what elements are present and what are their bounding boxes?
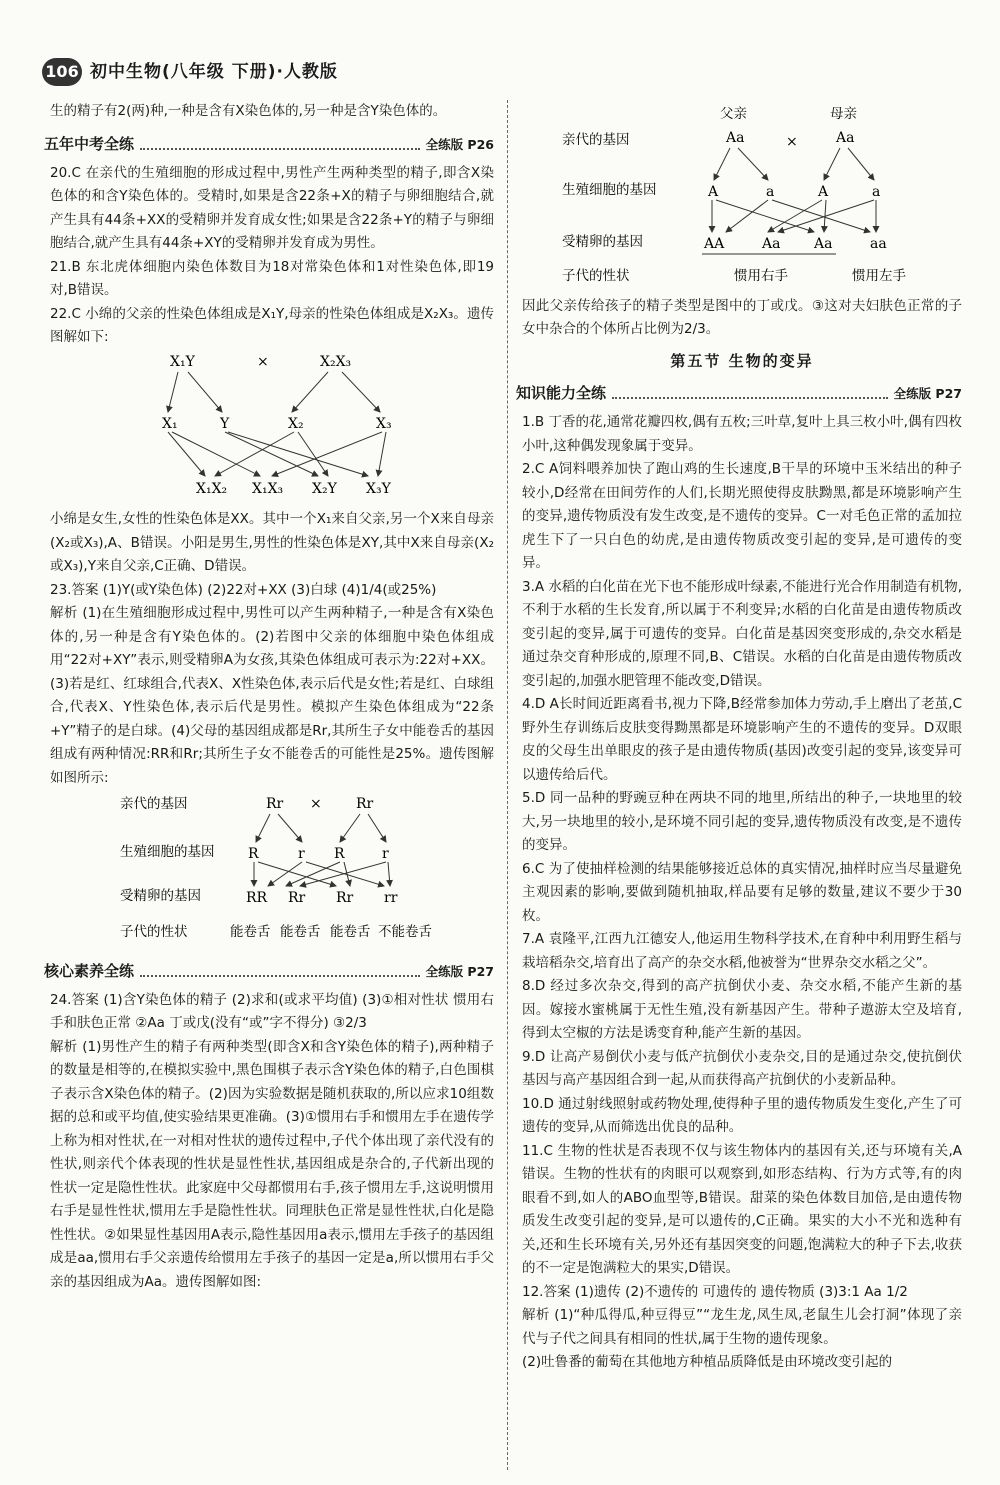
zygote-1: AA: [704, 236, 725, 252]
answer-item: 11.C 生物的性状是否表现不仅与该生物体内的基因有关,还与环境有关,A错误。生物的性状有的肉眼可以观察到,如形态结构、行为方式等,有的肉眼看不到,如人的ABO血型等,B错误。甜菜的染色体数目加倍,是由遗传物质发生改变引起的变异,是可以遗传的,C正确。果实的大小不光和选种有关,还和生长环境有关,另外还有基因突变的问题,饱满粒大的种子下去,收获的不一定是饱满粒大的果实,D错误。: [522, 1142, 962, 1276]
gamete-x3: X₃: [376, 415, 392, 432]
cross-sign: ×: [257, 353, 269, 370]
analysis-24: 解析 (1)男性产生的精子有两种类型(即含X和含Y染色体的精子),两种精子的数量是相等的,在模拟实验中,黑色围棋子表示含Y染色体的精子,白色围棋子表示含X染色体的精子。(2)因为实验数据是随机获取的,所以应求10组数据的总和或平均值,使实验结果更准确。(3)①惯用右手和惯用左手在遗传学上称为相对性状,在一对相对性状的遗传过程中,子代个体出现了亲代没有的性状,则亲代个体表现的性状是显性性状,基因组成是杂合的,子代新出现的性状一定是隐性性状。此家庭中父母都惯用右手,孩子惯用左手,这说明惯用右手是显性性状,惯用左手是隐性性状。同理肤色正常是显性性状,白化是隐性性状。②如果显性基因用A表示,隐性基因用a表示,惯用左手孩子的基因组成是aa,惯用右手父亲遗传给惯用左手孩子的基因一定是a,所以惯用右手父亲的基因组成为Aa。遗传图解如图:: [50, 1038, 494, 1290]
label-gamete-genes: 生殖细胞的基因: [120, 844, 215, 860]
parent-2-genes: Aa: [836, 130, 855, 146]
answer-21: 21.B 东北虎体细胞内染色体数目为18对常染色体和1对性染色体,即19对,B错误。: [50, 258, 494, 298]
answer-item: 4.D A长时间近距离看书,视力下降,B经常参加体力劳动,手上磨出了老茧,C野外生存训练后皮肤变得黝黑都是环境影响产生的不遗传的变异。D双眼皮的父母生出单眼皮的孩子是由遗传物质(基因)改变引起的变异,该变异可以遗传给后代。: [522, 696, 962, 783]
section-title: 核心素养全练: [44, 961, 135, 980]
intro-text: 生的精子有2(两)种,一种是含有X染色体的,另一种是含Y染色体的。: [50, 103, 447, 119]
answer-item: 2.C A饲料喂养加快了跑山鸡的生长速度,B干旱的环境中玉米结出的种子较小,D经常在田间劳作的人们,长期光照使得皮肤黝黑,都是环境影响产生的变异,遗传物质没有发生改变,是不遗传的变异。C一对毛色正常的孟加拉虎生下了一只白色的幼虎,是由遗传物质改变引起的变异,是可遗传的变异。: [522, 461, 962, 571]
answer-23: 23.答案 (1)Y(或Y染色体) (2)22对+XX (3)白球 (4)1/4(或25%): [50, 581, 437, 598]
label-father: 父亲: [720, 106, 747, 122]
column-divider: [507, 100, 508, 1470]
dotted-leader: [140, 975, 420, 977]
answer-item: 9.D 让高产易倒伏小麦与低产抗倒伏小麦杂交,目的是通过杂交,使抗倒伏基因与高产基因组合到一起,从而获得高产抗倒伏的小麦新品种。: [522, 1048, 962, 1088]
label-offspring-trait: 子代的性状: [120, 924, 188, 940]
section-heading-core: [44, 959, 494, 985]
answer-item: 3.A 水稻的白化苗在光下也不能形成叶绿素,不能进行光合作用制造有机物,不利于水稻的生长发育,所以属于不利变异;水稻的白化苗是由遗传物质改变引起的变异,属于可遗传的变异。白化苗是基因突变形成的,杂交水稻是通过杂交育种形成的,原理不同,B、C错误。水稻的白化苗是由遗传物质改变引起的,加强水肥管理不能改变,D错误。: [522, 578, 962, 689]
cross-sign: ×: [310, 796, 322, 812]
answer-22: 22.C 小绵的父亲的性染色体组成是X₁Y,母亲的性染色体组成是X₂X₃。遗传图解如下:: [50, 305, 494, 345]
zygote-2: Aa: [762, 236, 781, 252]
left-column: [44, 100, 494, 1294]
zygote-4: aa: [870, 236, 887, 252]
gamete-r4: r: [382, 846, 389, 862]
page-number: 106: [42, 58, 82, 86]
gamete-r1: R: [248, 846, 259, 862]
answer-item: 解析 (1)“种瓜得瓜,种豆得豆”“龙生龙,凤生凤,老鼠生儿会打洞”体现了亲代与子代之间具有相同的性状,属于生物的遗传现象。: [522, 1307, 962, 1347]
section-ref: 全练版 P26: [425, 136, 494, 152]
parent-1-genes: Aa: [726, 130, 745, 146]
answer-24: 24.答案 (1)含Y染色体的精子 (2)求和(或求平均值) (3)①相对性状 惯用右手和肤色正常 ②Aa 丁或戊(没有“或”字不得分) ③2/3: [50, 991, 494, 1031]
parent-father: X₁Y: [170, 353, 195, 370]
section-ref: 全练版 P27: [425, 963, 494, 979]
label-mother: 母亲: [830, 106, 857, 122]
gamete-r3: R: [334, 846, 345, 862]
zygote-3: Rr: [336, 890, 354, 906]
trait-left-hand: 惯用左手: [852, 268, 906, 284]
section-heading-exam: [44, 132, 494, 158]
gamete-a1: A: [708, 184, 719, 200]
parent-2-genes: Rr: [356, 796, 374, 812]
chapter-section-title: 第五节 生物的变异: [670, 351, 814, 370]
trait-right-hand: 惯用右手: [734, 268, 788, 284]
section-title: 五年中考全练: [44, 134, 135, 153]
dotted-leader: [140, 148, 420, 150]
zygote-1: RR: [246, 890, 268, 906]
answer-item: 1.B 丁香的花,通常花瓣四枚,偶有五枚;三叶草,复叶上具三枚小叶,偶有四枚小叶,这种偶发现象属于变异。: [522, 414, 962, 454]
gamete-x1: X₁: [162, 415, 178, 432]
label-zygote-genes: 受精卵的基因: [562, 234, 643, 250]
inheritance-diagram-xy: [50, 350, 494, 500]
gamete-x2: X₂: [288, 415, 304, 432]
answer-item: 5.D 同一品种的野豌豆种在两块不同的地里,所结出的种子,一块地里的较大,另一块地里的较小,是环境不同引起的变异,遗传物质没有改变,是不遗传的变异。: [522, 790, 962, 853]
trait-4: 不能卷舌: [378, 924, 432, 940]
answer-item: 10.D 通过射线照射或药物处理,使得种子里的遗传物质发生变化,产生了可遗传的变异,从而筛选出优良的品种。: [522, 1095, 962, 1135]
parent-mother: X₂X₃: [320, 353, 352, 370]
section-heading-knowledge: [516, 381, 962, 407]
answer-item: 12.答案 (1)遗传 (2)不遗传的 可遗传的 遗传物质 (3)3:1 Aa 1/2: [522, 1283, 908, 1300]
label-offspring-trait: 子代的性状: [562, 268, 630, 284]
answer-item: 6.C 为了使抽样检测的结果能够接近总体的真实情况,抽样时应当尽量避免主观因素的影响,要做到随机抽取,样品要有足够的数量,建议不要少于30枚。: [522, 860, 962, 924]
answer-item: 8.D 经过多次杂交,得到的高产抗倒伏小麦、杂交水稻,不能产生新的基因。嫁接水蜜桃属于无性生殖,没有新基因产生。带种子遨游太空及培育,得到太空椒的方法是诱变育种,能产生新的基因。: [522, 978, 962, 1041]
inheritance-diagram-aa: [522, 100, 962, 286]
offspring-2: X₁X₃: [252, 480, 284, 497]
cross-sign: ×: [786, 134, 798, 150]
zygote-2: Rr: [288, 890, 306, 906]
gamete-a4: a: [872, 184, 881, 200]
analysis-23: 解析 (1)在生殖细胞形成过程中,男性可以产生两种精子,一种是含有X染色体的,另一种是含有Y染色体的。(2)若图中父亲的体细胞中染色体组成用“22对+XY”表示,则受精卵A为女孩,其染色体组成可表示为:22对+XX。(3)若是红、红球组合,代表X、X性染色体,表示后代是女性;若是红、白球组合,代表X、Y性染色体,表示后代是男性。模拟产生染色体组成为“22条+Y”精子的是白球。(4)父母的基因组成都是Rr,其所生子女中能卷舌的基因组成有两种情况:RR和Rr;其所生子女不能卷舌的可能性是25%。遗传图解如图所示:: [50, 605, 494, 786]
parent-1-genes: Rr: [266, 796, 284, 812]
label-parent-genes: 亲代的基因: [120, 796, 188, 812]
zygote-4: rr: [384, 890, 398, 906]
page-header: [42, 58, 482, 88]
gamete-r2: r: [298, 846, 305, 862]
book-title: 初中生物(八年级 下册)·人教版: [90, 62, 338, 82]
offspring-3: X₂Y: [312, 480, 337, 497]
zygote-3: Aa: [814, 236, 833, 252]
answer-22-cont: 小绵是女生,女性的性染色体是XX。其中一个X₁来自父亲,另一个X来自母亲(X₂或X₃),A、B错误。小阳是男生,男性的性染色体是XY,其中X来自母亲(X₂或X₃),Y来自父亲,C正确、D错误。: [50, 511, 494, 574]
offspring-1: X₁X₂: [196, 480, 228, 497]
answer-20: 20.C 在亲代的生殖细胞的形成过程中,男性产生两种类型的精子,即含X染色体的和含Y染色体的。受精时,如果是含22条+X的精子与卵细胞结合,就产生具有44条+XX的受精卵并发育成女性;如果是含22条+Y的精子与卵细胞结合,就产生具有44条+XY的受精卵并发育成为男性。: [50, 164, 494, 251]
trait-2: 能卷舌: [280, 924, 321, 940]
offspring-4: X₃Y: [366, 480, 391, 497]
gamete-a2: a: [766, 184, 775, 200]
label-gamete-genes: 生殖细胞的基因: [562, 182, 657, 198]
gamete-a3: A: [818, 184, 829, 200]
section-title: 知识能力全练: [516, 384, 607, 403]
label-parent-genes: 亲代的基因: [562, 132, 630, 148]
gamete-y: Y: [220, 415, 230, 432]
label-zygote-genes: 受精卵的基因: [120, 888, 201, 904]
right-column: [516, 100, 962, 1375]
section-ref: 全练版 P27: [893, 386, 962, 402]
trait-1: 能卷舌: [230, 924, 271, 940]
inheritance-diagram-rr: [50, 790, 494, 942]
answer-item: (2)吐鲁番的葡萄在其他地方种植品质降低是由环境改变引起的: [522, 1354, 893, 1370]
trait-3: 能卷舌: [330, 924, 371, 940]
answer-item: 7.A 袁隆平,江西九江德安人,他运用生物科学技术,在育种中利用野生稻与栽培稻杂交,培育出了高产的杂交水稻,他被誉为“世界杂交水稻之父”。: [522, 931, 962, 971]
dotted-leader: [612, 397, 888, 399]
analysis-24-tail: 因此父亲传给孩子的精子类型是图中的丁或戊。③这对夫妇肤色正常的子女中杂合的个体所占比例为2/3。: [522, 297, 962, 337]
